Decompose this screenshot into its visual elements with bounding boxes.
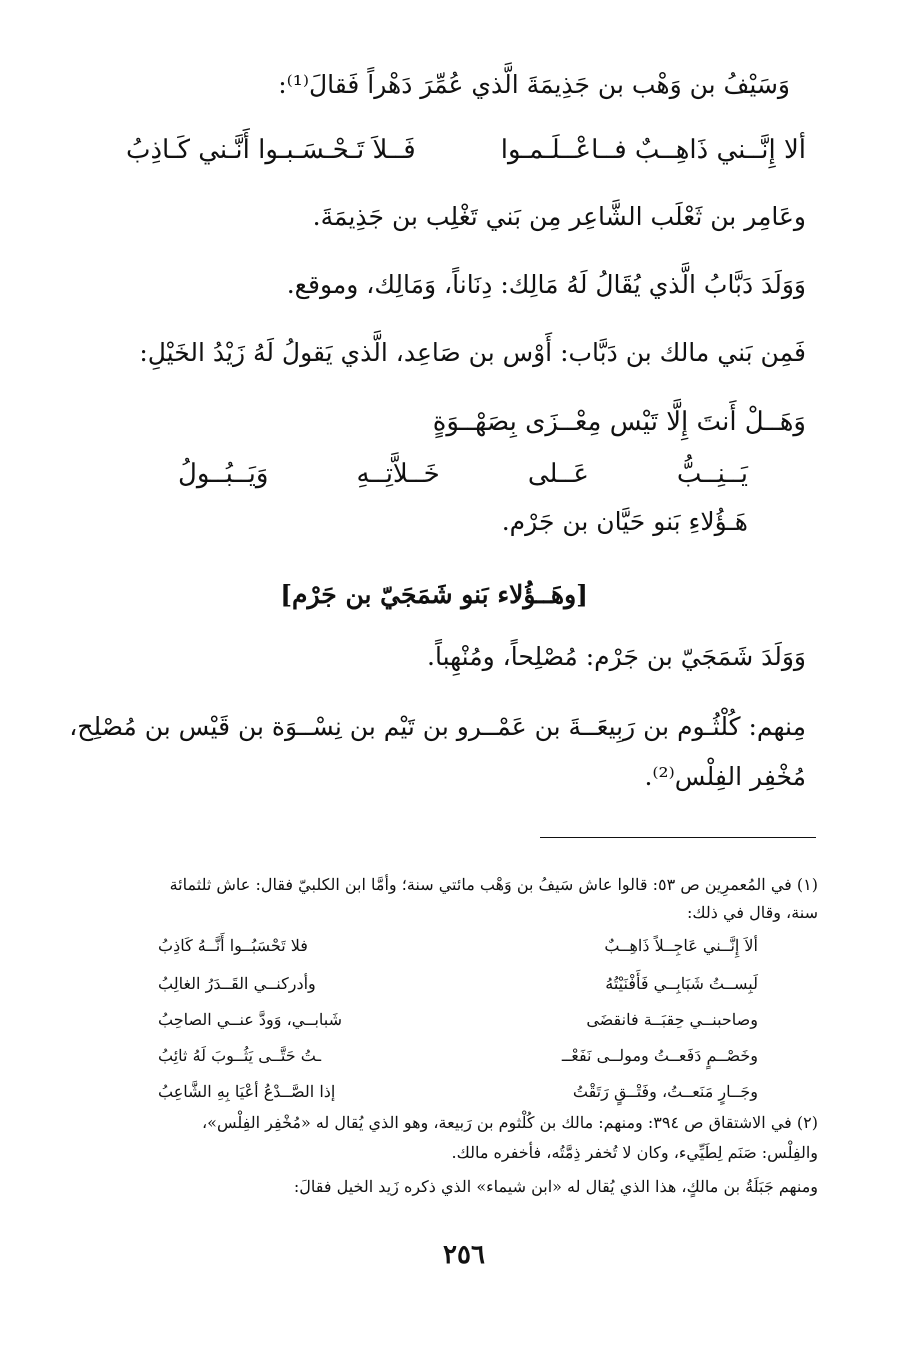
footnote-hemistich: فلا تَحْسَبُــوا أَنَّــهُ كَاذِبُ [158, 936, 308, 955]
paragraph-shamaji: وَوَلَدَ شَمَجَيّ بن جَرْم: مُصْلِحاً، ومُنْهِباً. [427, 642, 806, 671]
verse-hemistich-2: فَــلاَ تَـحْـسَـبـوا أَنَّـني كَـاذِبُ [126, 135, 416, 165]
paragraph-saif: وَسَيْفُ بن وَهْب بن جَذِيمَةَ الَّذي عُمِّرَ دَهْراً فَقالَ⁽¹⁾: [278, 70, 790, 99]
verse-line-2b [178, 456, 748, 492]
paragraph-amir: وعَامِر بن ثَعْلَب الشَّاعِر مِن بَني تَغْلِب بن جَذِيمَةَ. [312, 202, 806, 231]
footnote-verse-1 [158, 934, 758, 958]
verse-word-2: عَــلى [527, 459, 589, 489]
footnote-hemistich: لَبِســتُ شَبَابِــي فَأَفْنَيْتُهُ [605, 974, 758, 993]
footnote-verse-2 [158, 972, 758, 996]
footnote-2-line-1: (٢) في الاشتقاق ص ٣٩٤: ومنهم: مالك بن كُلْثوم بن رَبيعة، وهو الذي يُقال له «مُخْفِر الفِلْس»، [202, 1113, 818, 1132]
footnote-hemistich: وخَصْــمٍ دَفَعــتُ ومولــى نَفَعْــ [561, 1046, 758, 1065]
footnote-verse-3 [158, 1008, 758, 1032]
verse-word-1: يَــنِــبُّ [676, 459, 748, 489]
verse-word-3: خَــلاَّتِــهِ [356, 459, 440, 489]
paragraph-mukhfir: مُخْفِر الفِلْس⁽²⁾. [644, 762, 806, 791]
footnote-hemistich: وصاحبنــي حِقبَــة فانقضَى [586, 1010, 758, 1029]
verse-line-1 [126, 132, 806, 168]
footnote-verse-4 [158, 1044, 758, 1068]
verse-line-2a: وَهَــلْ أَنتَ إِلَّا تَيْس مِعْــزَى بِصَهْــوَةٍ [432, 407, 806, 437]
verse-word-4: وَيَــبُــولُ [178, 459, 269, 489]
footnote-1-line-1: (١) في المُعمرِين ص ٥٣: قالوا عاش سَيفُ بن وَهْب مائتي سنة؛ وأمَّا ابن الكلبيّ فقال: عاش ثلثمائة [169, 875, 818, 894]
footnote-hemistich: وأدركنــي القَــدَرُ الغالِبُ [158, 974, 316, 993]
footnote-verse-5 [158, 1080, 758, 1104]
footnote-hemistich: ـتُ حَتَّــى يَثُــوبَ لَهُ ثائِبُ [158, 1046, 322, 1065]
paragraph-kulthum: مِنهم: كُلْثُـوم بن رَبِيعَــةَ بن عَمْــرو بن تَيْم بن نِسْــوَة بن قَيْس بن مُصْلِح، [69, 712, 806, 741]
footnote-2-line-2: والفِلْس: صَنَم لِطَيِّيء، وكان لا تُخفر ذِمَّتُه، فأخفره مالك. [451, 1143, 818, 1162]
footnote-2-line-3: ومنهم جَبَلَةُ بن مالكٍ، هذا الذي يُقال له «ابن شيماء» الذي ذكره زَيد الخيل فقالَ: [293, 1177, 818, 1196]
footnote-hemistich: وجَــارٍ مَنَعــتُ، وفَتْــقٍ رَتَقْتُ [572, 1082, 758, 1101]
section-heading: [وهَــؤُلاء بَنو شَمَجَيّ بن جَرْم] [280, 580, 588, 609]
paragraph-dabbab: وَوَلَدَ دَبَّابُ الَّذي يُقَالُ لَهُ مَالِك: دِنَاناً، وَمَالِك، وموقع. [286, 270, 806, 299]
footnote-hemistich: ألاَ إِنَّــني عَاجِــلاً ذَاهِــبٌ [604, 936, 758, 955]
paragraph-hayyan: هَـؤُلاءِ بَنو حَيَّان بن جَرْم. [501, 507, 748, 536]
footnote-separator [540, 837, 816, 838]
footnote-hemistich: شَبابــي، وَودَّ عنــي الصاحِبُ [158, 1010, 343, 1029]
page-number: ٢٥٦ [443, 1240, 485, 1270]
footnote-hemistich: إذا الصَّــدْعُ أعْيَا بِهِ الشَّاعِبُ [158, 1082, 336, 1101]
verse-hemistich-1: ألا إِنَّــني ذَاهِــبٌ فــاعْــلَـمـوا [500, 135, 806, 165]
footnote-1-line-2: سنة، وقال في ذلك: [687, 903, 818, 922]
paragraph-aws: فَمِن بَني مالك بن دَبَّاب: أَوْس بن صَاعِد، الَّذي يَقولُ لَهُ زَيْدُ الخَيْلِ: [139, 338, 806, 367]
